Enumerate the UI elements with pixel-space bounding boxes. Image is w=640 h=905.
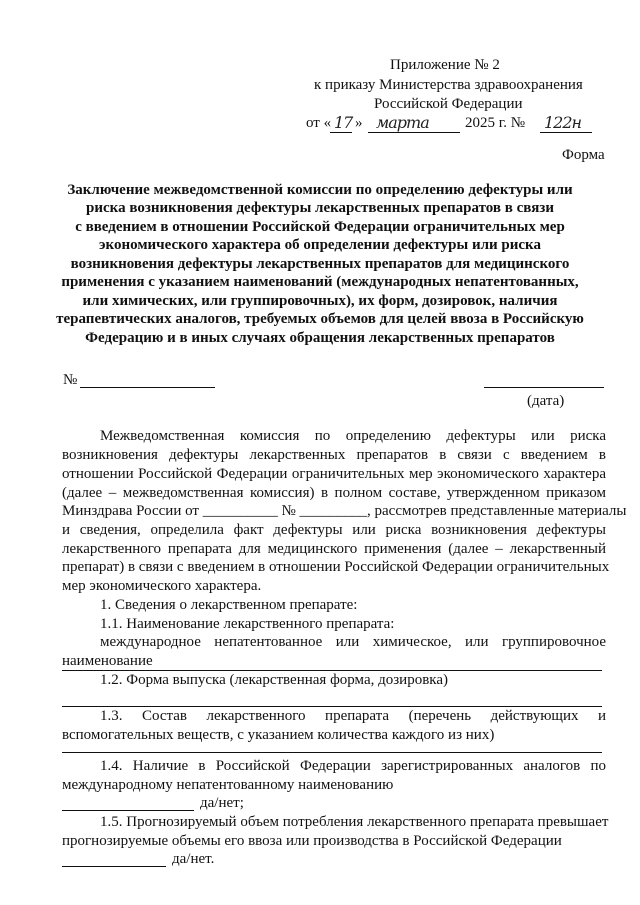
title-line: Заключение межведомственной комиссии по определению дефектуры или bbox=[67, 182, 573, 198]
section-1-3-text-cont: вспомогательных веществ, с указанием количества каждого из них) bbox=[62, 727, 495, 743]
title-line: применения с указанием наименований (международных непатентованных, bbox=[61, 274, 579, 290]
section-1-5-text-cont: прогнозируемые объемы его ввоза или производства в Российской Федерации bbox=[62, 833, 562, 849]
body-line: Минздрава России от __________ № _________, рассмотрев представленные материалы bbox=[62, 503, 627, 519]
body-line: Межведомственная комиссия по определению дефектуры или риска bbox=[100, 428, 606, 444]
section-1-1-text-cont: наименование bbox=[62, 653, 153, 669]
title-line: с введением в отношении Российской Федерации ограничительных мер bbox=[75, 219, 565, 235]
section-1-4-text: 1.4. Наличие в Российской Федерации зарегистрированных аналогов по bbox=[100, 758, 606, 774]
answer-line-1-2[interactable] bbox=[62, 706, 602, 707]
section-1-3-text: 1.3. Состав лекарственного препарата (перечень действующих и bbox=[100, 708, 606, 724]
body-line: лекарственного препарата для медицинского применения (далее – лекарственный bbox=[62, 541, 606, 557]
title-line: терапевтических аналогов, требуемых объемов для целей ввоза в Российскую bbox=[56, 311, 584, 327]
body-line: препарат) в связи с введением в отношении Российской Федерации ограничительных bbox=[62, 559, 610, 575]
body-line: мер экономического характера. bbox=[62, 578, 262, 594]
answer-line-1-4[interactable] bbox=[62, 810, 194, 811]
number-sign: № bbox=[63, 372, 78, 388]
handwritten-number: 122н bbox=[544, 113, 582, 132]
federation-label: Российской Федерации bbox=[374, 96, 523, 112]
date-mid: » bbox=[355, 115, 363, 131]
date-prefix: от « bbox=[306, 115, 332, 131]
date-caption: (дата) bbox=[527, 393, 565, 409]
section-1-4-text-cont: международному непатентованному наименованию bbox=[62, 777, 394, 793]
form-label: Форма bbox=[562, 147, 605, 163]
body-line: отношении Российской Федерации ограничительных мер экономического характера bbox=[62, 466, 606, 482]
section-1-heading: 1. Сведения о лекарственном препарате: bbox=[100, 597, 358, 613]
month-underline bbox=[368, 132, 460, 133]
date-field-line[interactable] bbox=[484, 387, 604, 388]
title-line: экономического характера об определении дефектуры или риска bbox=[99, 237, 541, 253]
body-line: и сведения, определила факт дефектуры или риска возникновения дефектуры bbox=[62, 522, 606, 538]
section-1-2-heading: 1.2. Форма выпуска (лекарственная форма, дозировка) bbox=[100, 672, 448, 688]
answer-line-1-3[interactable] bbox=[62, 752, 602, 753]
title-line: риска возникновения дефектуры лекарственных препаратов в связи bbox=[86, 200, 554, 216]
answer-line-1-5[interactable] bbox=[62, 866, 166, 867]
number-field-line[interactable] bbox=[80, 387, 215, 388]
answer-line-1-1[interactable] bbox=[62, 670, 602, 671]
number-underline bbox=[540, 132, 592, 133]
date-year-number: 2025 г. № bbox=[465, 115, 526, 131]
section-1-5-text: 1.5. Прогнозируемый объем потребления лекарственного препарата превышает bbox=[100, 814, 609, 830]
title-line: или химических, или группировочных), их форм, дозировок, наличия bbox=[82, 293, 558, 309]
section-1-1-heading: 1.1. Наименование лекарственного препарата: bbox=[100, 616, 395, 632]
title-line: Федерацию и в иных случаях обращения лекарственных препаратов bbox=[85, 330, 555, 346]
handwritten-day: 17 bbox=[334, 113, 353, 132]
body-line: возникновения дефектуры лекарственных препаратов в связи с введением в bbox=[62, 447, 606, 463]
appendix-label: Приложение № 2 bbox=[390, 57, 500, 73]
section-1-1-text: международное непатентованное или химическое, или группировочное bbox=[100, 634, 606, 650]
body-line: (далее – межведомственная комиссия) в полном составе, утвержденном приказом bbox=[62, 485, 606, 501]
title-line: возникновения дефектуры лекарственных препаратов для медицинского bbox=[70, 256, 570, 272]
handwritten-month: марта bbox=[376, 113, 429, 132]
section-1-5-yesno: да/нет. bbox=[172, 851, 215, 867]
order-reference: к приказу Министерства здравоохранения bbox=[314, 77, 583, 93]
day-underline bbox=[330, 132, 352, 133]
section-1-4-yesno: да/нет; bbox=[200, 795, 244, 811]
